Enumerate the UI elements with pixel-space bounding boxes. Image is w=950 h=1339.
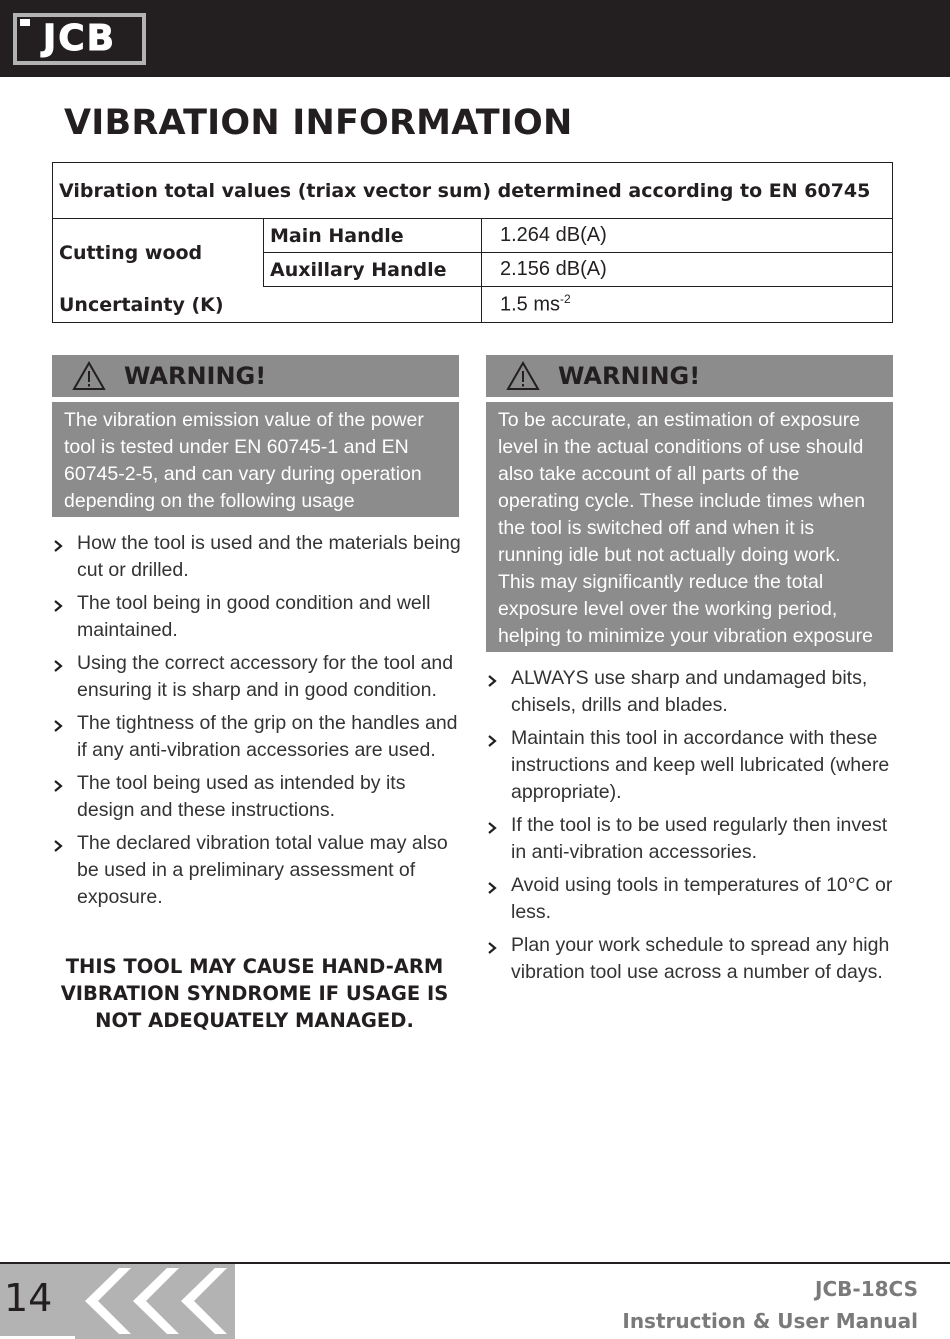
bullet-text: The declared vibration total value may also be used in a preliminary assessment of exposure. <box>77 832 448 908</box>
bullet-text: Plan your work schedule to spread any high vibration tool use across a number of days. <box>511 934 890 983</box>
page-number: 14 <box>4 1276 53 1320</box>
logo-text: JCB <box>42 18 117 59</box>
left-bullet-list <box>52 530 462 917</box>
table-header: Vibration total values (triax vector sum) determined according to EN 60745 <box>53 163 893 219</box>
model-name: JCB-18CS <box>815 1277 918 1301</box>
header-bar <box>0 0 950 77</box>
chevron-right-icon <box>52 839 64 853</box>
bullet-text: If the tool is to be used regularly then invest in anti-vibration accessories. <box>511 814 888 863</box>
chevron-right-icon <box>52 599 64 613</box>
list-item <box>486 665 896 719</box>
bullet-text: Avoid using tools in temperatures of 10°C or less. <box>511 874 893 923</box>
warning-triangle-icon <box>506 361 540 391</box>
list-item <box>52 650 462 704</box>
chevron-right-icon <box>52 659 64 673</box>
left-warning-header <box>52 355 459 397</box>
chevron-right-icon <box>52 719 64 733</box>
chevron-right-icon <box>486 734 498 748</box>
main-handle-value: 1.264 dB(A) <box>482 219 893 253</box>
page-title: VIBRATION INFORMATION <box>64 103 573 143</box>
list-item <box>486 872 896 926</box>
right-bullet-list <box>486 665 896 992</box>
chevron-right-icon <box>486 821 498 835</box>
bullet-text: Using the correct accessory for the tool and ensuring it is sharp and in good condition. <box>77 652 454 701</box>
list-item <box>486 725 896 806</box>
left-warning-text: The vibration emission value of the power tool is tested under EN 60745-1 and EN 60745-2-5, and can vary during operation depending on the following usage conditions: <box>52 402 459 517</box>
uncertainty-value <box>482 287 893 323</box>
footer-chevrons-decoration <box>75 1264 235 1339</box>
bullet-text: Maintain this tool in accordance with these instructions and keep well lubricated (where appropriate). <box>511 727 890 803</box>
list-item <box>486 932 896 986</box>
bullet-text: The tool being in good condition and well maintained. <box>77 592 431 641</box>
bullet-text: The tool being used as intended by its design and these instructions. <box>77 772 406 821</box>
bullet-text: ALWAYS use sharp and undamaged bits, chisels, drills and blades. <box>511 667 868 716</box>
right-warning-header <box>486 355 893 397</box>
hand-arm-caution: THIS TOOL MAY CAUSE HAND-ARM VIBRATION SYNDROME IF USAGE IS NOT ADEQUATELY MANAGED. <box>60 955 449 1032</box>
list-item <box>486 812 896 866</box>
list-item <box>52 710 462 764</box>
left-warning-title: WARNING! <box>124 362 267 390</box>
chevron-right-icon <box>486 881 498 895</box>
list-item <box>52 770 462 824</box>
list-item <box>52 590 462 644</box>
right-warning-title: WARNING! <box>558 362 701 390</box>
bullet-text: How the tool is used and the materials being cut or drilled. <box>77 532 461 581</box>
main-handle-label: Main Handle <box>264 219 482 253</box>
uncertainty-exponent: -2 <box>560 292 571 307</box>
warning-triangle-icon <box>72 361 106 391</box>
chevron-right-icon <box>52 539 64 553</box>
bullet-text: The tightness of the grip on the handles and if any anti-vibration accessories are used. <box>77 712 458 761</box>
uncertainty-value-text: 1.5 ms <box>500 293 561 316</box>
chevron-right-icon <box>486 674 498 688</box>
chevron-right-icon <box>52 779 64 793</box>
right-warning-text: To be accurate, an estimation of exposure level in the actual conditions of use should also take account of all parts of the operating cycle. These include times when the tool is switched off and when it is running idle but not actually doing work. This may significantly reduce the total exposure level over the working period, helping to minimize your vibration exposure risk. <box>486 402 893 652</box>
chevron-right-icon <box>486 941 498 955</box>
jcb-logo <box>13 13 146 65</box>
logo-mark-icon <box>20 19 30 26</box>
cutting-wood-label: Cutting wood <box>53 219 264 287</box>
auxillary-handle-value: 2.156 dB(A) <box>482 253 893 287</box>
uncertainty-label: Uncertainty (K) <box>53 287 482 323</box>
manual-title: Instruction & User Manual <box>622 1309 918 1333</box>
auxillary-handle-label: Auxillary Handle <box>264 253 482 287</box>
vibration-table <box>52 162 893 323</box>
list-item <box>52 530 462 584</box>
list-item <box>52 830 462 911</box>
